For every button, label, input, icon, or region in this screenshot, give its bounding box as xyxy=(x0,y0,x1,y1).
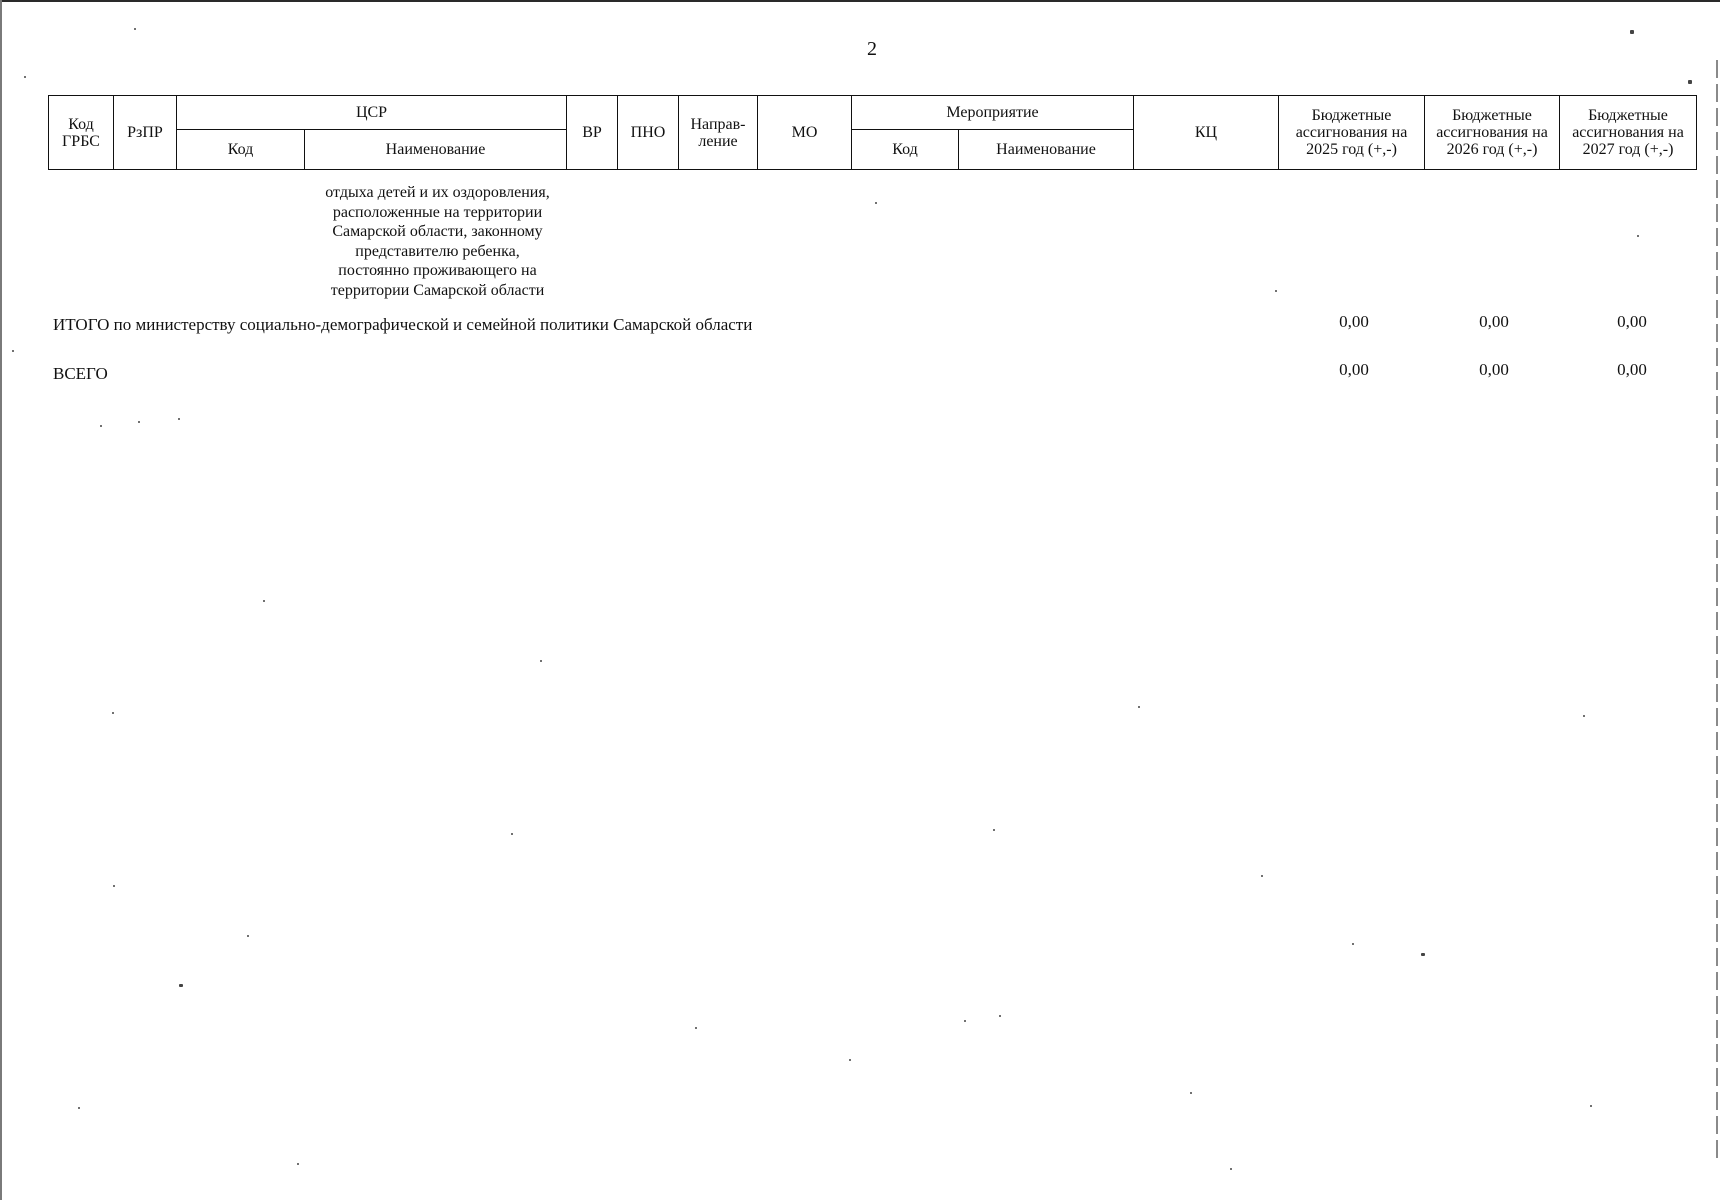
scan-speck xyxy=(1230,1168,1232,1170)
header-budget-2026: Бюджетные ассигнования на 2026 год (+,-) xyxy=(1425,96,1560,170)
grand-total-2025: 0,00 xyxy=(1339,360,1369,379)
scan-speck xyxy=(297,1163,299,1165)
scan-speck xyxy=(993,829,995,831)
grand-total-2027: 0,00 xyxy=(1617,360,1647,379)
scan-speck xyxy=(540,660,542,662)
header-csr-kod: Код xyxy=(177,130,305,170)
scan-speck xyxy=(1583,715,1585,717)
scan-speck xyxy=(1261,875,1263,877)
scan-speck xyxy=(511,833,513,835)
header-budget-2027: Бюджетные ассигнования на 2027 год (+,-) xyxy=(1560,96,1697,170)
scan-speck xyxy=(178,418,180,420)
scan-speck xyxy=(875,202,877,204)
csr-name-continuation: отдыха детей и их оздоровления, расположенные на территории Самарской области, законному представителю ребенка, постоянно проживающего на территории Самарской области xyxy=(325,184,550,299)
scan-speck xyxy=(100,425,102,427)
scan-speck xyxy=(112,712,114,714)
scan-speck xyxy=(12,350,14,352)
page-number: 2 xyxy=(867,38,877,60)
scan-speck xyxy=(1637,235,1639,237)
scan-speck xyxy=(1190,1092,1192,1094)
header-mer-kod: Код xyxy=(852,130,959,170)
scan-speck xyxy=(849,1059,851,1061)
scan-speck xyxy=(1352,943,1354,945)
scan-speck xyxy=(964,1020,966,1022)
scan-speck xyxy=(1630,30,1634,34)
grand-total-2026: 0,00 xyxy=(1479,360,1509,379)
header-csr-name: Наименование xyxy=(305,130,567,170)
scan-speck xyxy=(179,984,183,987)
scan-speck xyxy=(695,1027,697,1029)
scan-speck xyxy=(263,600,265,602)
total-row-2026: 0,00 xyxy=(1479,312,1509,331)
scan-speck xyxy=(1688,80,1692,84)
scan-speck xyxy=(999,1015,1001,1017)
header-kod-grbs: Код ГРБС xyxy=(49,96,114,170)
header-kc: КЦ xyxy=(1134,96,1279,170)
header-rzpr: РзПР xyxy=(114,96,177,170)
header-budget-2025: Бюджетные ассигнования на 2025 год (+,-) xyxy=(1279,96,1425,170)
header-vr: ВР xyxy=(567,96,618,170)
page-right-edge xyxy=(1716,60,1718,1160)
scan-speck xyxy=(78,1107,80,1109)
total-row-2025: 0,00 xyxy=(1339,312,1369,331)
header-csr: ЦСР xyxy=(177,96,567,130)
header-mo: МО xyxy=(758,96,852,170)
total-row-2027: 0,00 xyxy=(1617,312,1647,331)
scan-speck xyxy=(1138,706,1140,708)
scan-speck xyxy=(1275,290,1277,292)
budget-table-header xyxy=(48,95,1697,170)
header-meropriyatie: Мероприятие xyxy=(852,96,1134,130)
scan-speck xyxy=(113,885,115,887)
header-napravlenie: Направ- ление xyxy=(679,96,758,170)
header-pno: ПНО xyxy=(618,96,679,170)
header-mer-name: Наименование xyxy=(959,130,1134,170)
scan-speck xyxy=(24,76,26,78)
page-top-edge xyxy=(0,0,1720,2)
scan-speck xyxy=(138,421,140,423)
total-row-label: ИТОГО по министерству социально-демографической и семейной политики Самарской области xyxy=(53,315,753,334)
grand-total-label: ВСЕГО xyxy=(53,364,108,383)
page-left-edge xyxy=(0,0,2,1200)
scan-speck xyxy=(1421,953,1425,956)
scan-speck xyxy=(247,935,249,937)
scan-speck xyxy=(134,28,136,30)
scan-speck xyxy=(1590,1105,1592,1107)
